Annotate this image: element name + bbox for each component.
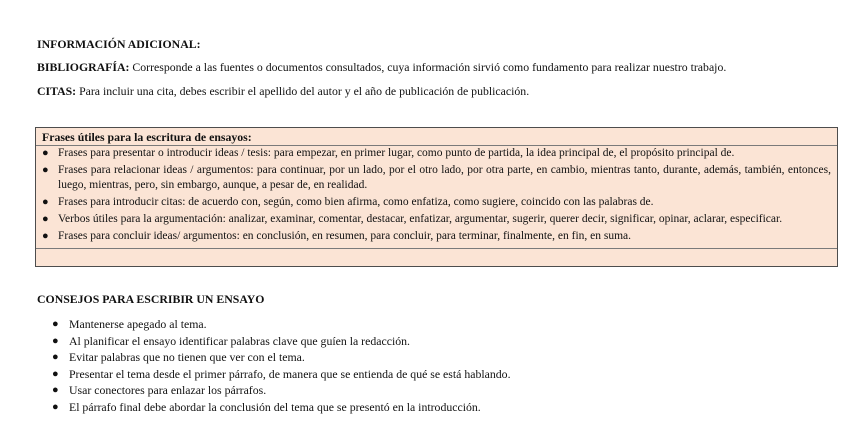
list-item-text: Presentar el tema desde el primer párrafo, de manera que se entienda de qué se está hablando. — [69, 366, 511, 381]
list-item — [36, 195, 837, 210]
list-item-text: Verbos útiles para la argumentación: analizar, examinar, comentar, destacar, enfatizar, argumentar, sugerir, querer decir, significar, opinar, aclarar, especificar. — [58, 212, 783, 225]
list-item-text: Frases para introducir citas: de acuerdo con, según, como bien afirma, como enfatiza, como sugiere, coincido con las palabras de. — [58, 195, 654, 208]
list-item-text: Frases para concluir ideas/ argumentos: en conclusión, en resumen, para concluir, para terminar, finalmente, en fin, en suma. — [58, 229, 632, 242]
list-item — [52, 382, 511, 399]
bibliografia-label: BIBLIOGRAFÍA: — [37, 60, 130, 74]
consejos-list — [52, 316, 511, 416]
bullet-icon: ● — [42, 212, 49, 225]
list-item-text: Al planificar el ensayo identificar palabras clave que guíen la redacción. — [69, 333, 410, 348]
list-item-text: El párrafo final debe abordar la conclusión del tema que se presentó en la introducción. — [69, 399, 481, 414]
citas-paragraph — [37, 84, 529, 98]
list-item — [52, 399, 511, 416]
bullet-icon: ● — [42, 229, 49, 242]
list-item-text: Frases para relacionar ideas / argumentos: para continuar, por un lado, por el otro lado, por otra parte, en cambio, mientras tanto, durante, además, también, entonces, luego, mientras, pero, sin embargo, aunque, a pesar de, en realidad. — [58, 164, 831, 191]
bullet-icon: ● — [52, 384, 59, 397]
list-item — [52, 366, 511, 383]
list-item — [52, 333, 511, 350]
list-item-text: Mantenerse apegado al tema. — [69, 317, 207, 331]
bullet-icon: ● — [52, 367, 59, 380]
list-item — [36, 163, 837, 192]
bibliografia-paragraph — [37, 60, 726, 74]
list-item — [52, 316, 511, 333]
consejos-heading: CONSEJOS PARA ESCRIBIR UN ENSAYO — [37, 292, 265, 306]
useful-phrases-list — [36, 146, 837, 246]
citas-label: CITAS: — [37, 84, 77, 98]
bullet-icon: ● — [42, 195, 49, 208]
citas-text: Para incluir una cita, debes escribir el apellido del autor y el año de publicación de publicación. — [76, 84, 530, 98]
list-item — [36, 212, 837, 227]
list-item — [52, 349, 511, 366]
bullet-icon: ● — [52, 334, 59, 347]
box-divider — [36, 248, 837, 249]
bullet-icon: ● — [52, 351, 59, 364]
list-item — [36, 146, 837, 161]
bullet-icon: ● — [42, 147, 49, 159]
list-item-text: Evitar palabras que no tienen que ver con el tema. — [69, 350, 305, 365]
bullet-icon: ● — [42, 164, 49, 176]
bibliografia-text: Corresponde a las fuentes o documentos consultados, cuya información sirvió como fundamento para realizar nuestro trabajo. — [129, 60, 727, 74]
list-item-text: Usar conectores para enlazar los párrafos. — [69, 383, 267, 398]
info-heading: INFORMACIÓN ADICIONAL: — [37, 37, 201, 51]
list-item-text: Frases para presentar o introducir ideas / tesis: para empezar, en primer lugar, como punto de partida, la idea principal de, el propósito principal de. — [58, 147, 735, 159]
bullet-icon: ● — [52, 400, 59, 413]
useful-phrases-title: Frases útiles para la escritura de ensayos: — [42, 130, 252, 144]
list-item — [36, 229, 837, 244]
useful-phrases-box — [35, 127, 838, 267]
bullet-icon: ● — [52, 318, 59, 330]
